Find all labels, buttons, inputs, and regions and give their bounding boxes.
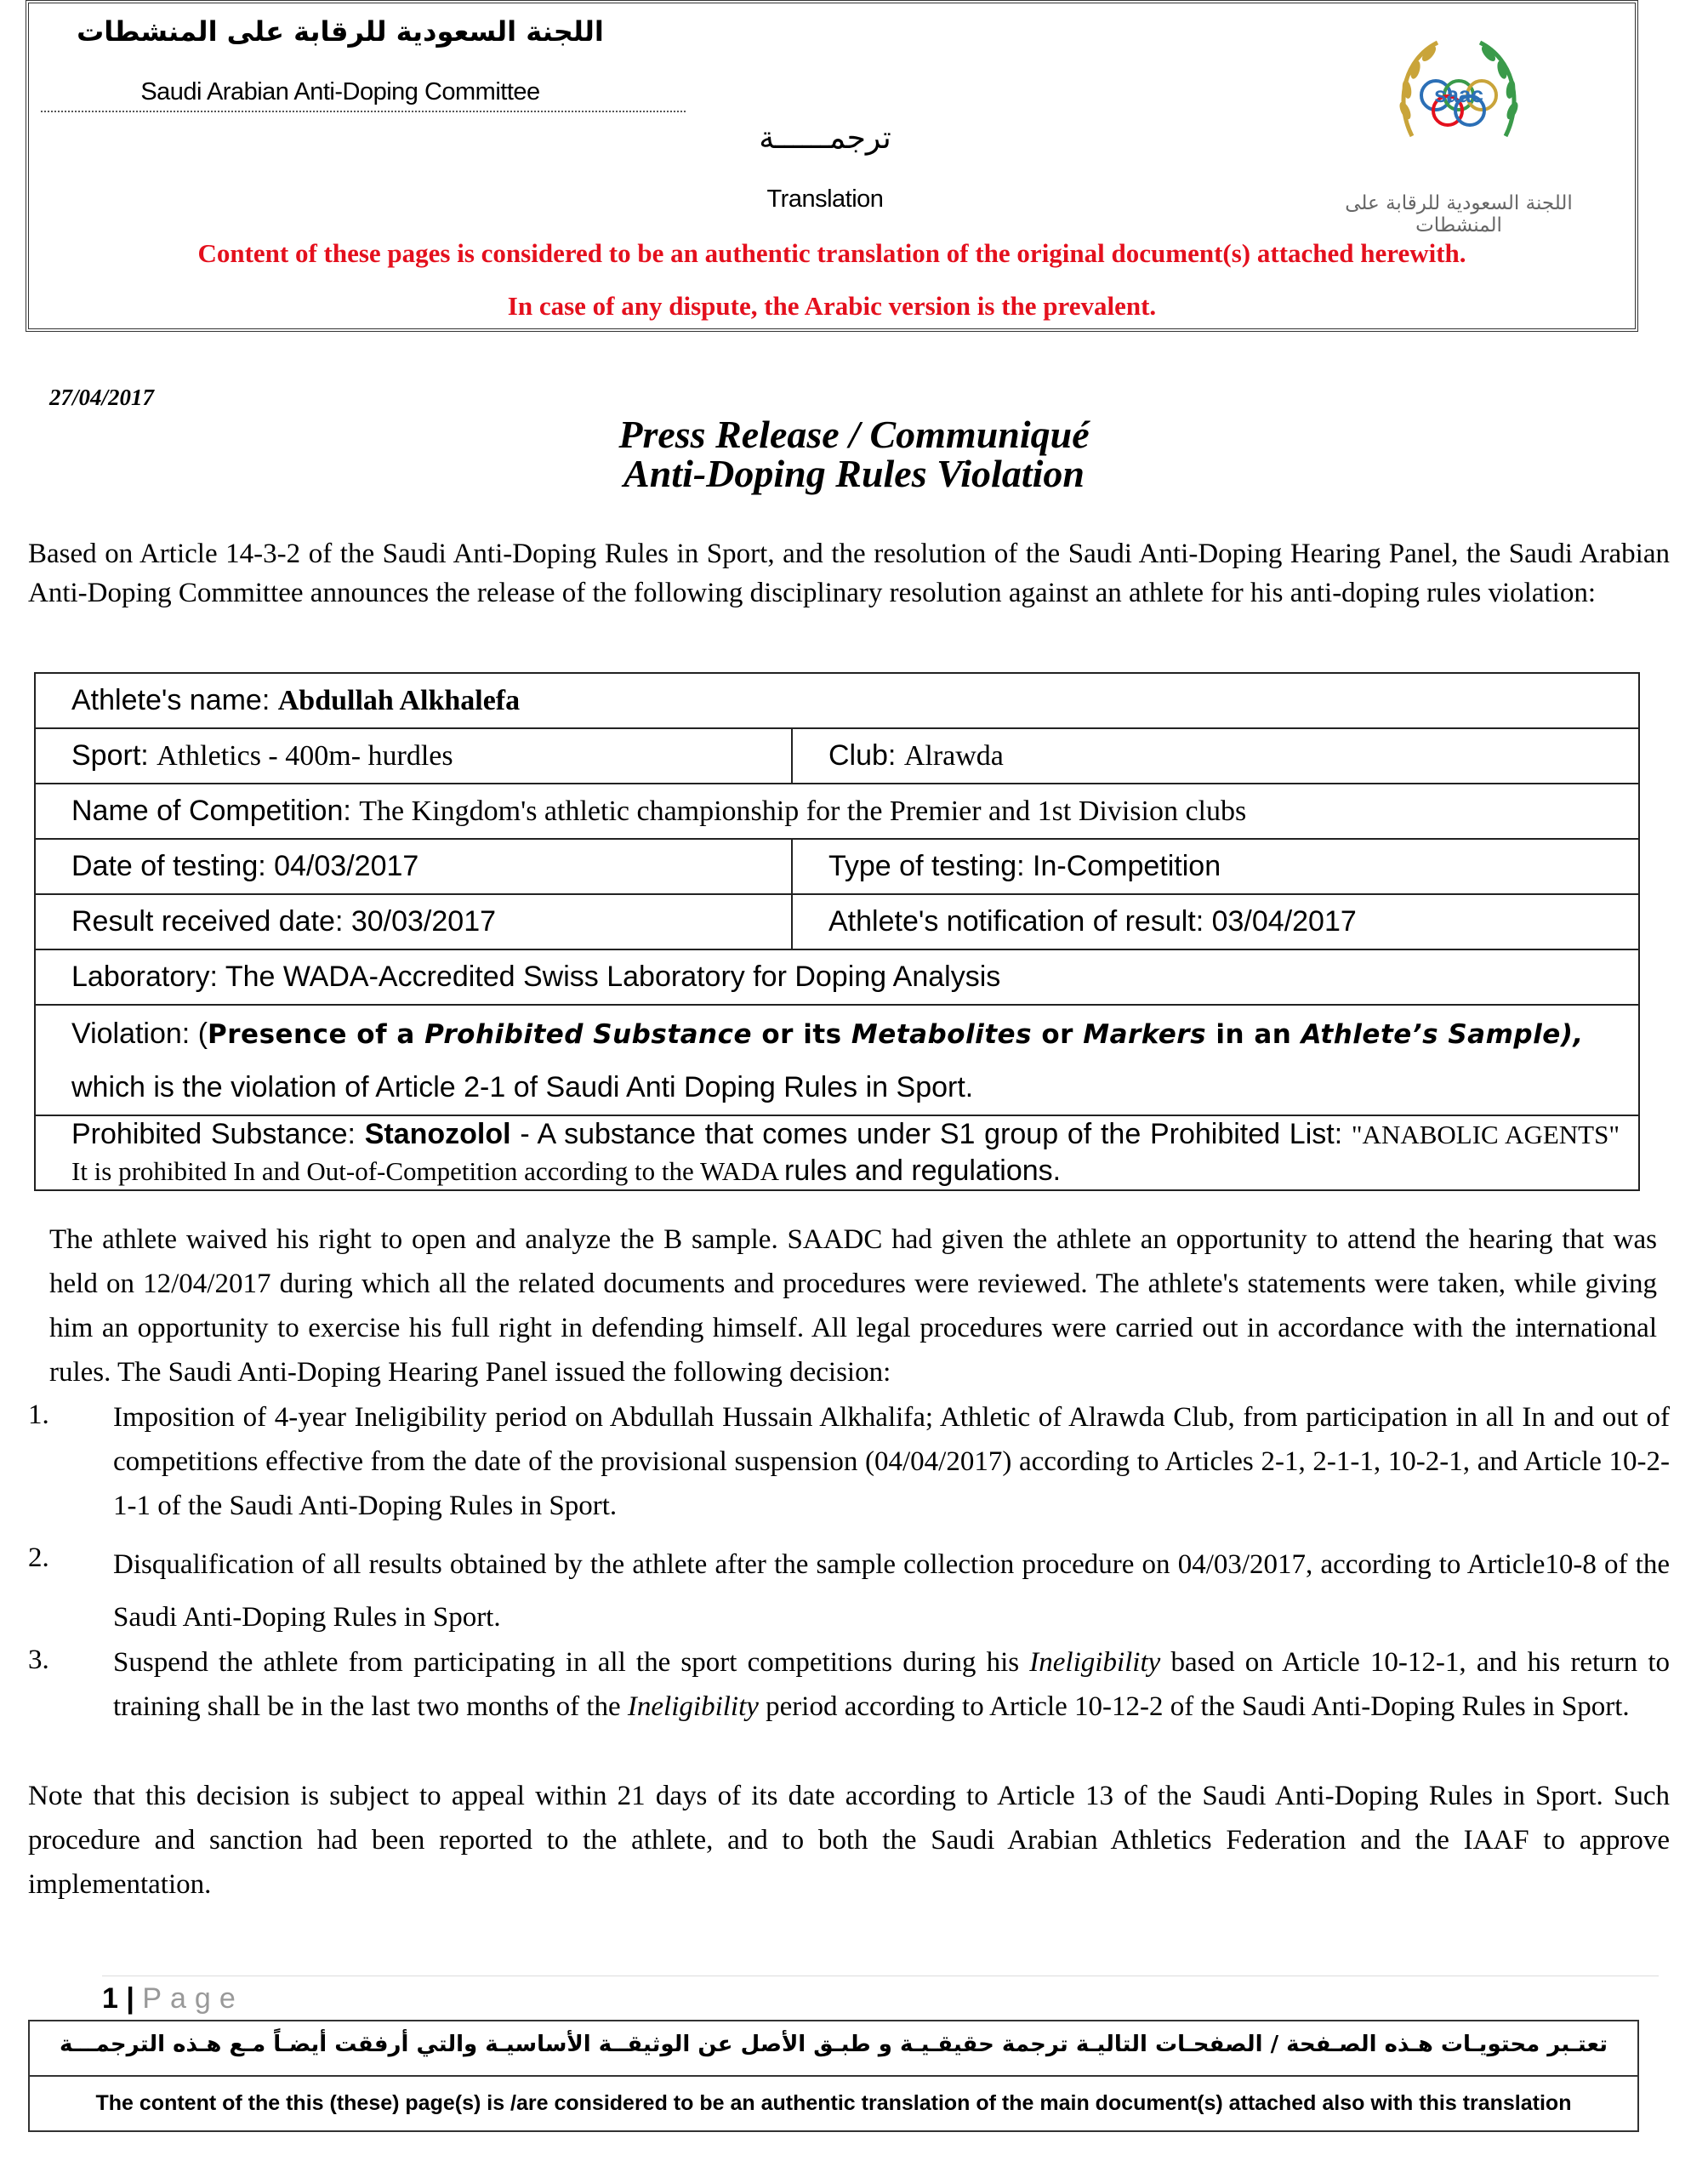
translation-english: Translation: [766, 185, 884, 213]
list-text: Imposition of 4-year Ineligibility period on Abdullah Hussain Alkhalifa; Athletic of Alrawda Club, from participation in all In and out of competitions effective from the date of the provisional suspension (04/04/2017) according to Articles 2-1, 2-1-1, 10-2-1, and Article 10-2-1-1 of the Saudi Anti-Doping Rules in Sport.: [113, 1402, 1670, 1521]
violation-text: Markers: [1083, 1018, 1207, 1050]
header-arabic-org: اللجنة السعودية للرقابة على المنشطات: [77, 15, 604, 48]
testing-type-cell: Type of testing: In-Competition: [792, 839, 1639, 894]
competition-cell: [35, 784, 1639, 839]
substance-label: Prohibited Substance:: [71, 1118, 365, 1150]
sport-cell: [35, 728, 792, 784]
logo-text: saac: [1434, 82, 1483, 107]
violation-text: Prohibited Substance: [424, 1018, 753, 1050]
athlete-name-cell: [35, 673, 1639, 728]
substance-cell: [35, 1115, 1639, 1190]
club-label: Club:: [828, 739, 904, 772]
hearing-paragraph: The athlete waived his right to open and analyze the B sample. SAADC had given the athlete an opportunity to attend the hearing that was held on 12/04/2017 during which all the related documents and procedures were reviewed. The athlete's statements were taken, while giving him an opportunity to exercise his full right in defending himself. All legal procedures were carried out in accordance with the international rules. The Saudi Anti-Doping Hearing Panel issued the following decision:: [49, 1224, 1657, 1388]
table-row: [35, 784, 1639, 839]
list-number: 2.: [28, 1542, 49, 1573]
sport-label: Sport:: [71, 739, 157, 772]
footer-box-divider: [28, 2075, 1639, 2077]
footer-english-note: The content of the this (these) page(s) is /are considered to be an authentic translation of the main document(s) attached also with this translation: [95, 2091, 1572, 2115]
list-text: Disqualification of all results obtained by the athlete after the sample collection procedure on 04/03/2017, according to Article10-8 of the Saudi Anti-Doping Rules in Sport.: [113, 1549, 1670, 1633]
dispute-notice: In case of any dispute, the Arabic version is the prevalent.: [507, 291, 1157, 321]
authentic-notice: Content of these pages is considered to be an authentic translation of the original document(s) attached herewith.: [197, 238, 1466, 268]
table-row: [35, 1005, 1639, 1115]
club-value: Alrawda: [903, 740, 1004, 772]
title-violation: Anti-Doping Rules Violation: [623, 452, 1085, 495]
title-press-release: Press Release / Communiqué: [618, 413, 1090, 456]
substance-text: rules and regulations.: [784, 1155, 1062, 1187]
header-divider: [41, 111, 686, 112]
violation-text: Athlete’s Sample),: [1301, 1018, 1584, 1050]
substance-text: "ANABOLIC AGENTS" It is prohibited In and Out-of-Competition according to the WADA: [71, 1120, 1620, 1186]
footer-arabic-note: تعتـبر محتويـات هـذه الصـفحة / الصفحـات التاليـة ترجمة حقيقـيـة و طبـق الأصل عن الوثيقــة الأساسيـة والتي أرفقت أيضـاً مـع هـذه الترجمـــة: [60, 2032, 1608, 2057]
testing-date-cell: Date of testing: 04/03/2017: [35, 839, 792, 894]
logo-caption-arabic: اللجنة السعودية للرقابة على المنشطات: [1345, 192, 1573, 237]
table-row: [35, 839, 1639, 894]
violation-text: Presence of a: [208, 1018, 425, 1050]
violation-text: Metabolites: [851, 1018, 1033, 1050]
violation-cell: [35, 1005, 1639, 1115]
table-row: [35, 728, 1639, 784]
violation-text: or its: [752, 1018, 851, 1050]
saac-logo: [1386, 26, 1531, 170]
list-text: Suspend the athlete from participating in all the sport competitions during his Ineligibility based on Article 10-12-1, and his return to training shall be in the last two months of the Ineligibility period according to Article 10-12-2 of the Saudi Anti-Doping Rules in Sport.: [113, 1647, 1670, 1722]
table-row: [35, 949, 1639, 1005]
substance-text: - A substance that comes under S1 group of the Prohibited List:: [510, 1118, 1352, 1150]
appeal-note: Note that this decision is subject to appeal within 21 days of its date according to Article 13 of the Saudi Anti-Doping Rules in Sport. Such procedure and sanction had been reported to the athlete, and to both the Saudi Arabian Athletics Federation and the IAAF to approve implementation.: [28, 1781, 1670, 1900]
laboratory-cell: Laboratory: The WADA-Accredited Swiss Laboratory for Doping Analysis: [35, 949, 1639, 1005]
athlete-details-table: [34, 672, 1640, 1191]
competition-value: The Kingdom's athletic championship for the Premier and 1st Division clubs: [359, 795, 1247, 827]
table-row: [35, 1115, 1639, 1190]
release-date: 27/04/2017: [49, 385, 155, 410]
athlete-name-label: Athlete's name:: [71, 684, 278, 716]
intro-paragraph: Based on Article 14-3-2 of the Saudi Anti-Doping Rules in Sport, and the resolution of the Saudi Anti-Doping Hearing Panel, the Saudi Arabian Anti-Doping Committee announces the release of the following disciplinary resolution against an athlete for his anti-doping rules violation:: [28, 539, 1670, 608]
result-date-cell: Result received date: 30/03/2017: [35, 894, 792, 949]
violation-article: which is the violation of Article 2-1 of Saudi Anti Doping Rules in Sport.: [71, 1070, 974, 1103]
club-cell: [792, 728, 1639, 784]
violation-text: in an: [1206, 1018, 1301, 1050]
table-row: [35, 673, 1639, 728]
notification-cell: Athlete's notification of result: 03/04/2017: [792, 894, 1639, 949]
page-number: 1 | Page: [102, 1982, 244, 2015]
sport-value: Athletics - 400m- hurdles: [157, 740, 453, 772]
saac-logo-icon: [1386, 26, 1531, 170]
list-number: 3.: [28, 1645, 49, 1675]
substance-name: Stanozolol: [364, 1118, 511, 1150]
violation-text: or: [1032, 1018, 1084, 1050]
list-number: 1.: [28, 1400, 49, 1430]
athlete-name-value: Abdullah Alkhalefa: [277, 685, 521, 716]
translation-arabic: ترجمــــــة: [759, 121, 891, 156]
header-english-org: Saudi Arabian Anti-Doping Committee: [140, 78, 540, 105]
violation-label: Violation: (: [71, 1017, 208, 1050]
table-row: [35, 894, 1639, 949]
competition-label: Name of Competition:: [71, 795, 360, 827]
